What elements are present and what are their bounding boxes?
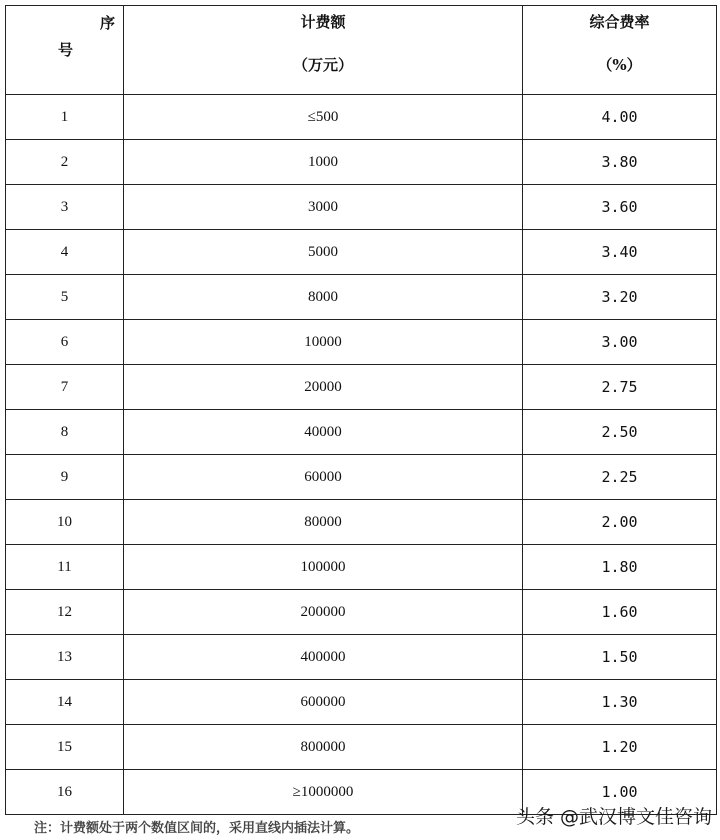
header-seq <box>6 6 124 95</box>
header-amount-unit: （万元） <box>292 56 353 74</box>
row-rate-cell: 2.00 <box>523 500 717 545</box>
row-seq-cell: 4 <box>6 230 124 275</box>
row-seq-cell: 15 <box>6 725 124 770</box>
table-row <box>6 230 717 275</box>
row-seq-cell: 13 <box>6 635 124 680</box>
row-amount-cell: ≥1000000 <box>124 770 523 815</box>
table-row <box>6 320 717 365</box>
row-rate-cell: 1.80 <box>523 545 717 590</box>
row-amount-cell: 600000 <box>124 680 523 725</box>
row-seq-cell: 8 <box>6 410 124 455</box>
row-seq-cell: 10 <box>6 500 124 545</box>
row-amount-cell: 100000 <box>124 545 523 590</box>
row-amount-cell: 200000 <box>124 590 523 635</box>
row-amount-cell: 40000 <box>124 410 523 455</box>
table-row <box>6 635 717 680</box>
row-amount-cell: 400000 <box>124 635 523 680</box>
header-rate-title: 综合费率 <box>589 13 650 31</box>
row-rate-cell: 2.75 <box>523 365 717 410</box>
row-rate-cell: 4.00 <box>523 95 717 140</box>
row-rate-cell: 1.60 <box>523 590 717 635</box>
row-seq-cell: 16 <box>6 770 124 815</box>
row-amount-cell: 10000 <box>124 320 523 365</box>
table-header-row <box>6 6 717 95</box>
row-rate-cell: 3.80 <box>523 140 717 185</box>
table-row <box>6 590 717 635</box>
row-seq-cell: 6 <box>6 320 124 365</box>
row-rate-cell: 2.50 <box>523 410 717 455</box>
row-seq-cell: 7 <box>6 365 124 410</box>
row-rate-cell: 3.20 <box>523 275 717 320</box>
row-seq-cell: 3 <box>6 185 124 230</box>
row-rate-cell: 1.20 <box>523 725 717 770</box>
table-footnote: 注：计费额处于两个数值区间的，采用直线内插法计算。 <box>34 821 360 836</box>
row-rate-cell: 1.30 <box>523 680 717 725</box>
row-seq-cell: 5 <box>6 275 124 320</box>
source-watermark: 头条 @武汉博文佳咨询 <box>516 806 713 828</box>
table-row <box>6 275 717 320</box>
row-seq-cell: 2 <box>6 140 124 185</box>
row-amount-cell: 5000 <box>124 230 523 275</box>
row-rate-cell: 1.00 <box>523 770 717 815</box>
row-amount-cell: 3000 <box>124 185 523 230</box>
row-rate-cell: 3.40 <box>523 230 717 275</box>
row-amount-cell: 8000 <box>124 275 523 320</box>
row-rate-cell: 3.00 <box>523 320 717 365</box>
row-seq-cell: 1 <box>6 95 124 140</box>
table-row <box>6 185 717 230</box>
table-row <box>6 725 717 770</box>
row-amount-cell: ≤500 <box>124 95 523 140</box>
row-amount-cell: 60000 <box>124 455 523 500</box>
row-seq-cell: 9 <box>6 455 124 500</box>
table-body <box>6 95 717 815</box>
row-amount-cell: 1000 <box>124 140 523 185</box>
table-row <box>6 680 717 725</box>
header-amount <box>124 6 523 95</box>
fee-rate-table <box>5 5 717 815</box>
header-rate <box>523 6 717 95</box>
header-rate-unit: （%） <box>597 56 642 74</box>
header-seq-bottom: 号 <box>58 41 74 59</box>
row-rate-cell: 2.25 <box>523 455 717 500</box>
table-row <box>6 455 717 500</box>
row-rate-cell: 3.60 <box>523 185 717 230</box>
table-row <box>6 500 717 545</box>
row-seq-cell: 11 <box>6 545 124 590</box>
row-amount-cell: 80000 <box>124 500 523 545</box>
table-row <box>6 95 717 140</box>
table-row <box>6 140 717 185</box>
row-amount-cell: 20000 <box>124 365 523 410</box>
row-rate-cell: 1.50 <box>523 635 717 680</box>
row-seq-cell: 14 <box>6 680 124 725</box>
table-row <box>6 545 717 590</box>
header-amount-title: 计费额 <box>300 13 346 31</box>
row-seq-cell: 12 <box>6 590 124 635</box>
table-row <box>6 410 717 455</box>
row-amount-cell: 800000 <box>124 725 523 770</box>
header-seq-top: 序 <box>99 14 115 32</box>
table-row <box>6 365 717 410</box>
